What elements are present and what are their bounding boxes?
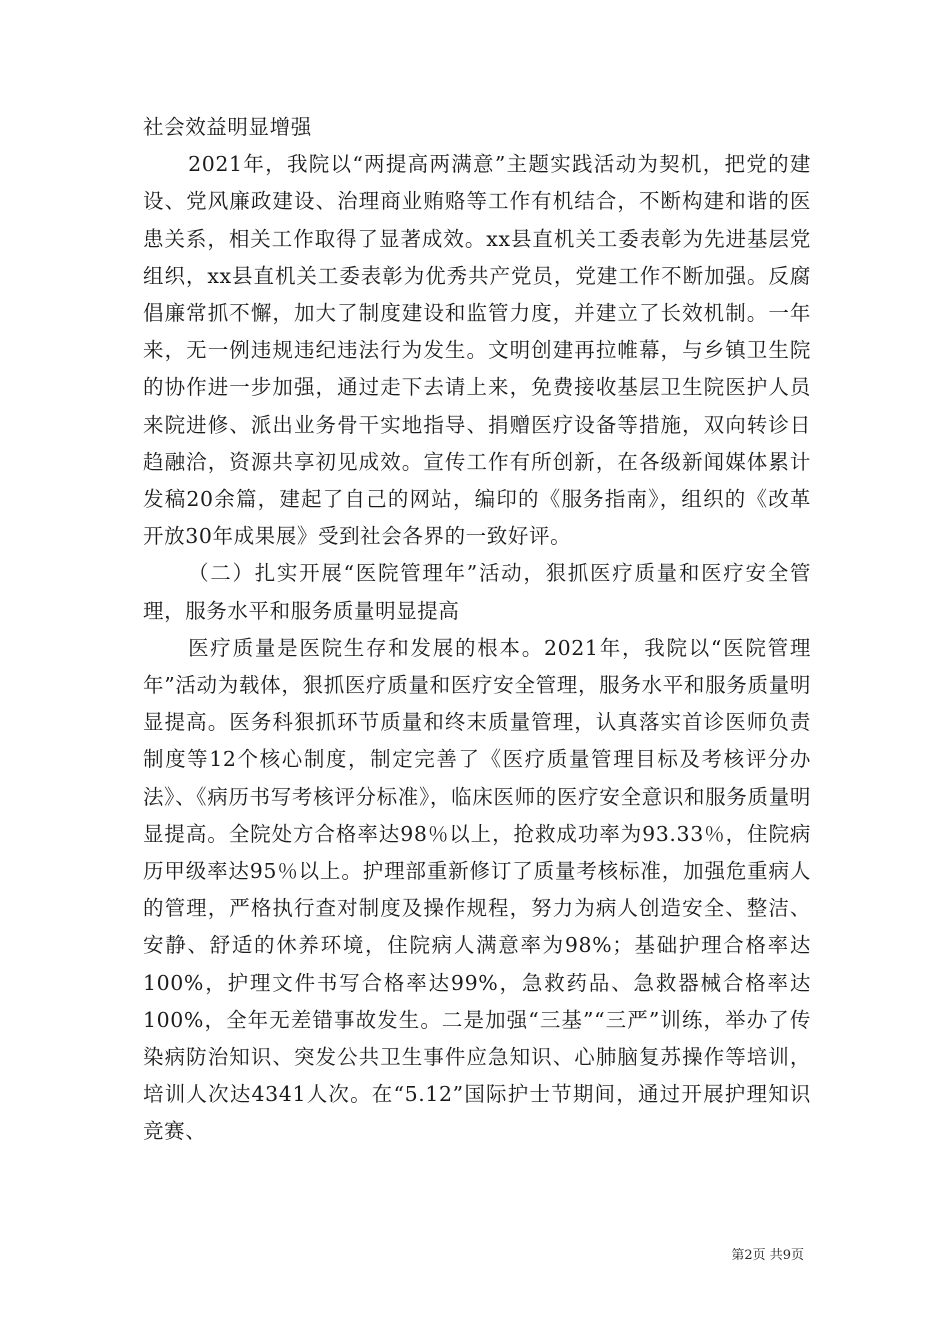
document-body — [143, 109, 811, 1151]
paragraph-party-building: 2021年，我院以“两提高两满意”主题实践活动为契机，把党的建设、党风廉政建设、治理商业贿赂等工作有机结合，不断构建和谐的医患关系，相关工作取得了显著成效。xx县直机关工委表彰为先进基层党组织，xx县直机关工委表彰为优秀共产党员，党建工作不断加强。反腐倡廉常抓不懈，加大了制度建设和监管力度，并建立了长效机制。一年来，无一例违规违纪违法行为发生。文明创建再拉帷幕，与乡镇卫生院的协作进一步加强，通过走下去请上来，免费接收基层卫生院医护人员来院进修、派出业务骨干实地指导、捐赠医疗设备等措施，双向转诊日趋融洽，资源共享初见成效。宣传工作有所创新，在各级新闻媒体累计发稿20余篇，建起了自己的网站，编印的《服务指南》，组织的《改革开放30年成果展》受到社会各界的一致好评。 — [143, 152, 811, 549]
heading-continuation: 社会效益明显增强 — [143, 115, 312, 139]
paragraph-medical-quality: 医疗质量是医院生存和发展的根本。2021年，我院以“医院管理年”活动为载体，狠抓医疗质量和医疗安全管理，服务水平和服务质量明显提高。医务科狠抓环节质量和终末质量管理，认真落实首诊医师负责制度等12个核心制度，制定完善了《医疗质量管理目标及考核评分办法》、《病历书写考核评分标准》，临床医师的医疗安全意识和服务质量明显提高。全院处方合格率达98％以上，抢救成功率为93.33％，住院病历甲级率达95％以上。护理部重新修订了质量考核标准，加强危重病人的管理，严格执行查对制度及操作规程，努力为病人创造安全、整洁、安静、舒适的休养环境，住院病人满意率为98%；基础护理合格率达100%，护理文件书写合格率达99%，急救药品、急救器械合格率达100%，全年无差错事故发生。二是加强“三基”“三严”训练，举办了传染病防治知识、突发公共卫生事件应急知识、心肺脑复苏操作等培训，培训人次达4341人次。在“5.12”国际护士节期间，通过开展护理知识竞赛、 — [143, 635, 811, 1144]
section-heading: （二）扎实开展“医院管理年”活动，狠抓医疗质量和医疗安全管理，服务水平和服务质量明显提高 — [143, 561, 811, 623]
page-number-footer: 第2页 共9页 — [731, 1248, 804, 1263]
